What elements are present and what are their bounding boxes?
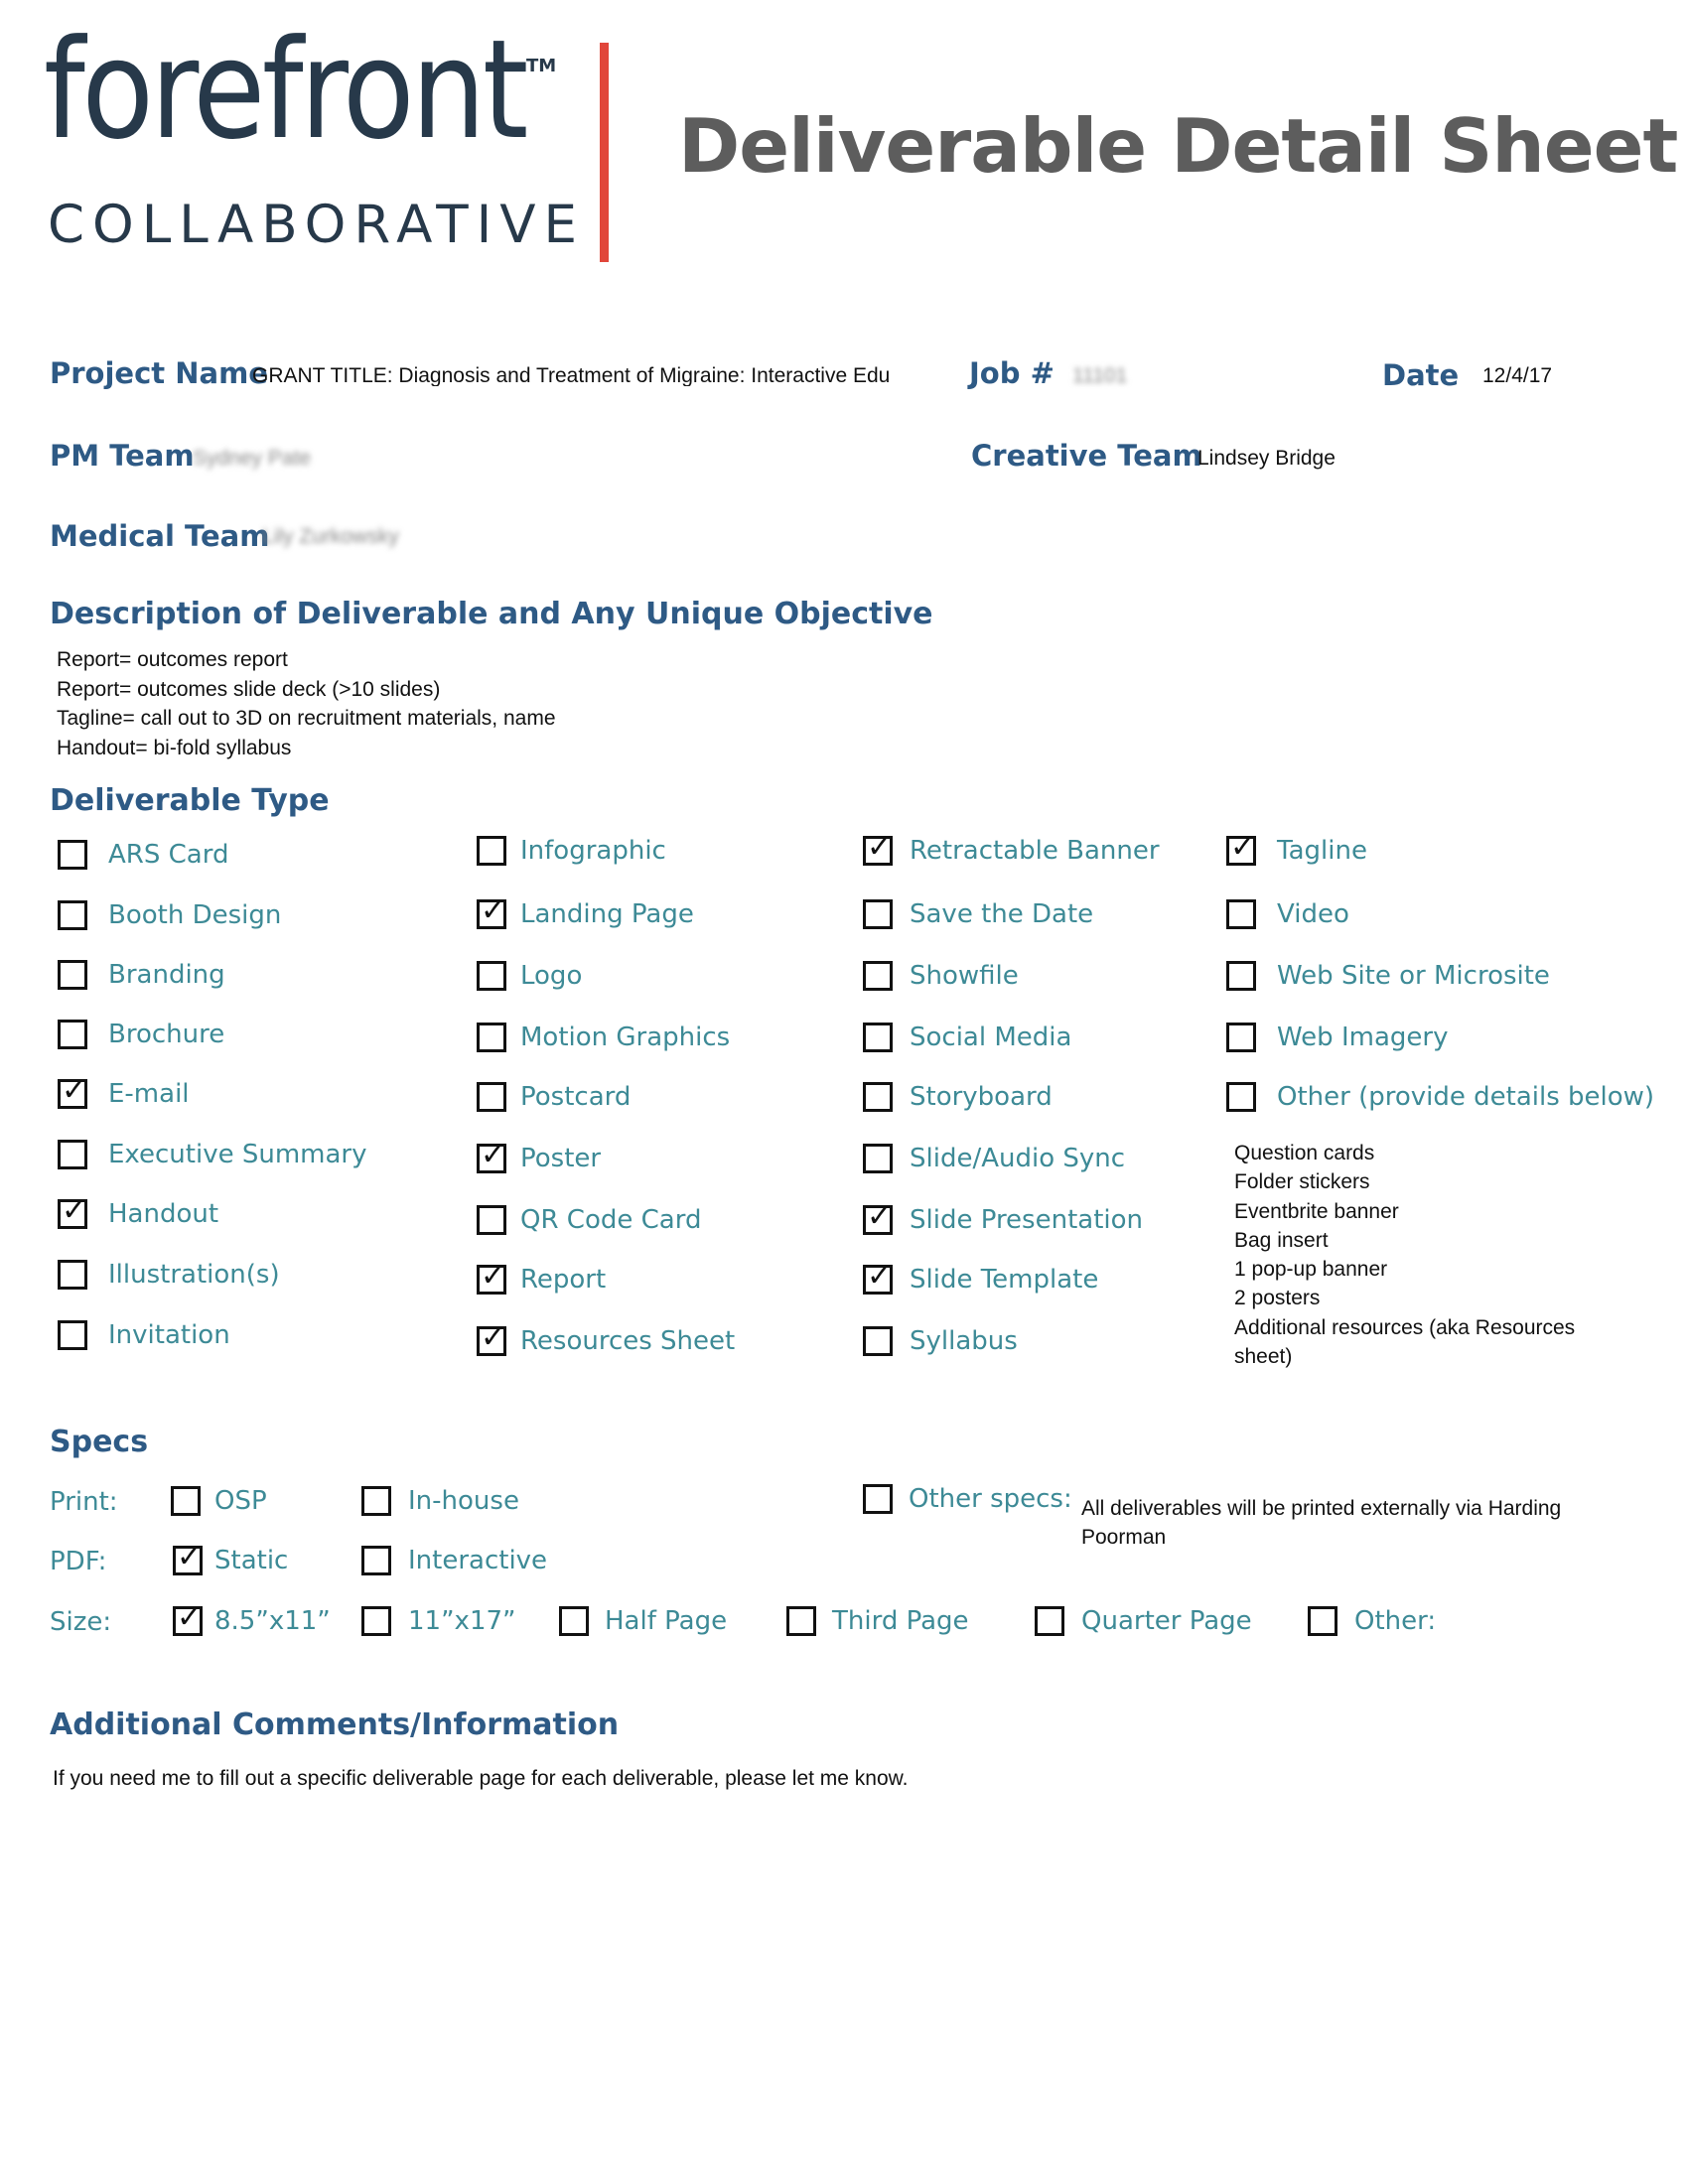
other-specs-option[interactable] bbox=[863, 1482, 1072, 1516]
collaborative-logo-subtitle: COLLABORATIVE bbox=[48, 195, 585, 255]
forefront-logo-wordmark: forefront bbox=[44, 10, 525, 170]
option-label: Interactive bbox=[408, 1546, 548, 1575]
creative-team-label: Creative Team bbox=[971, 439, 1202, 473]
option-label: Poster bbox=[520, 1144, 602, 1173]
checkbox[interactable] bbox=[477, 836, 506, 866]
checkbox[interactable] bbox=[58, 1199, 87, 1229]
deliverable-option-web-imagery[interactable] bbox=[1226, 1021, 1448, 1054]
option-label: Showfile bbox=[910, 961, 1019, 991]
checkbox[interactable] bbox=[477, 899, 506, 929]
option-label: Booth Design bbox=[108, 900, 282, 930]
checkbox[interactable] bbox=[863, 1023, 893, 1052]
deliverable-option-storyboard[interactable] bbox=[863, 1080, 1053, 1114]
checkbox[interactable] bbox=[58, 1079, 87, 1109]
deliverable-option-landing-page[interactable] bbox=[477, 897, 694, 931]
option-label: Save the Date bbox=[910, 899, 1094, 929]
checkbox[interactable] bbox=[361, 1606, 391, 1636]
option-label: Handout bbox=[108, 1199, 219, 1229]
deliverable-option-social-media[interactable] bbox=[863, 1021, 1071, 1054]
size-half-page-option[interactable] bbox=[559, 1604, 727, 1638]
option-label: Landing Page bbox=[520, 899, 694, 929]
deliverable-option-slide-presentation[interactable] bbox=[863, 1203, 1143, 1237]
option-label: Tagline bbox=[1277, 836, 1367, 866]
checkbox[interactable] bbox=[58, 1260, 87, 1290]
description-line: Report= outcomes report bbox=[57, 648, 288, 671]
checkbox[interactable] bbox=[477, 1144, 506, 1173]
checkbox[interactable] bbox=[58, 900, 87, 930]
deliverable-option-poster[interactable] bbox=[477, 1142, 601, 1175]
checkbox[interactable] bbox=[1308, 1606, 1337, 1636]
checkbox[interactable] bbox=[477, 1023, 506, 1052]
option-label: Brochure bbox=[108, 1020, 225, 1049]
additional-comments-heading: Additional Comments/Information bbox=[50, 1707, 620, 1742]
checkbox[interactable] bbox=[559, 1606, 589, 1636]
deliverable-option-resources-sheet[interactable] bbox=[477, 1324, 735, 1358]
option-label: Slide Template bbox=[910, 1265, 1099, 1295]
job-number-value[interactable]: 11101 bbox=[1072, 364, 1128, 387]
option-label: Half Page bbox=[605, 1606, 728, 1636]
project-name-value[interactable]: GRANT TITLE: Diagnosis and Treatment of Migraine: Interactive Edu bbox=[252, 365, 891, 386]
checkbox[interactable] bbox=[173, 1546, 203, 1575]
checkbox[interactable] bbox=[477, 1326, 506, 1356]
checkbox[interactable] bbox=[58, 960, 87, 990]
option-label: Postcard bbox=[520, 1082, 632, 1112]
option-label: Resources Sheet bbox=[520, 1326, 736, 1356]
checkbox[interactable] bbox=[477, 961, 506, 991]
deliverable-option-infographic[interactable] bbox=[477, 834, 666, 868]
description-heading: Description of Deliverable and Any Unique Objective bbox=[50, 597, 933, 631]
checkbox[interactable] bbox=[1226, 961, 1256, 991]
option-label: 11”x17” bbox=[408, 1606, 516, 1636]
option-label: QR Code Card bbox=[520, 1205, 702, 1235]
option-label: 8.5”x11” bbox=[214, 1606, 331, 1636]
checkbox[interactable] bbox=[1226, 1023, 1256, 1052]
deliverable-option-executive-summary[interactable] bbox=[58, 1138, 367, 1171]
deliverable-option-qr-code-card[interactable] bbox=[477, 1203, 701, 1237]
checkbox[interactable] bbox=[1226, 836, 1256, 866]
description-line: Tagline= call out to 3D on recruitment materials, name bbox=[57, 707, 556, 730]
option-label: Report bbox=[520, 1265, 607, 1295]
deliverable-option-illustration-s[interactable] bbox=[58, 1258, 280, 1292]
checkbox[interactable] bbox=[58, 1320, 87, 1350]
option-label: Slide/Audio Sync bbox=[910, 1144, 1126, 1173]
option-label: Invitation bbox=[108, 1320, 230, 1350]
deliverable-option-web-site-or-microsite[interactable] bbox=[1226, 959, 1550, 993]
job-number-label: Job # bbox=[969, 356, 1055, 390]
option-label: Static bbox=[214, 1546, 289, 1575]
size-label: Size: bbox=[50, 1607, 112, 1637]
option-label: Infographic bbox=[520, 836, 666, 866]
checkbox[interactable] bbox=[477, 1205, 506, 1235]
pdf-label: PDF: bbox=[50, 1547, 107, 1576]
deliverable-option-slide-template[interactable] bbox=[863, 1263, 1098, 1297]
deliverable-option-save-the-date[interactable] bbox=[863, 897, 1093, 931]
option-label: ARS Card bbox=[108, 840, 229, 870]
deliverable-option-handout[interactable] bbox=[58, 1197, 218, 1231]
checkbox[interactable] bbox=[173, 1606, 203, 1636]
checkbox[interactable] bbox=[863, 836, 893, 866]
other-specs-line: All deliverables will be printed externally via Harding bbox=[1081, 1497, 1562, 1520]
medical-team-value[interactable]: Lily Zurkowsky bbox=[262, 525, 399, 548]
checkbox[interactable] bbox=[863, 1326, 893, 1356]
size-third-page-option[interactable] bbox=[786, 1604, 969, 1638]
other-note-line: Folder stickers bbox=[1234, 1170, 1370, 1194]
other-note-line: Additional resources (aka Resources bbox=[1234, 1315, 1576, 1339]
date-label: Date bbox=[1382, 358, 1460, 392]
checkbox[interactable] bbox=[361, 1546, 391, 1575]
checkbox[interactable] bbox=[477, 1265, 506, 1295]
option-label: Other (provide details below) bbox=[1277, 1082, 1655, 1112]
option-label: Motion Graphics bbox=[520, 1023, 731, 1052]
header-divider-bar bbox=[600, 43, 609, 262]
print-osp-option[interactable] bbox=[171, 1484, 267, 1518]
option-label: Syllabus bbox=[910, 1326, 1018, 1356]
pm-team-value[interactable]: Sydney Pate bbox=[193, 447, 312, 470]
size-quarter-page-option[interactable] bbox=[1035, 1604, 1252, 1638]
option-label: Retractable Banner bbox=[910, 836, 1160, 866]
checkbox[interactable] bbox=[863, 1144, 893, 1173]
other-specs-line: Poorman bbox=[1081, 1526, 1167, 1550]
option-label: Social Media bbox=[910, 1023, 1072, 1052]
pdf-static-option[interactable] bbox=[173, 1544, 288, 1577]
deliverable-option-motion-graphics[interactable] bbox=[477, 1021, 730, 1054]
medical-team-label: Medical Team bbox=[50, 519, 270, 553]
option-label: Logo bbox=[520, 961, 583, 991]
option-label: Slide Presentation bbox=[910, 1205, 1144, 1235]
option-label: Web Imagery bbox=[1277, 1023, 1449, 1052]
creative-team-value[interactable]: Lindsey Bridge bbox=[1197, 447, 1336, 470]
option-label: Third Page bbox=[832, 1606, 969, 1636]
other-note-line: 1 pop-up banner bbox=[1234, 1258, 1388, 1282]
deliverable-option-booth-design[interactable] bbox=[58, 898, 281, 932]
deliverable-option-other-provide-details-below[interactable] bbox=[1226, 1080, 1654, 1114]
additional-comments-text[interactable]: If you need me to fill out a specific deliverable page for each deliverable, please let me know. bbox=[53, 1767, 909, 1790]
option-label: In-house bbox=[408, 1486, 519, 1516]
checkbox[interactable] bbox=[477, 1082, 506, 1112]
print-label: Print: bbox=[50, 1487, 118, 1517]
other-note-line: sheet) bbox=[1234, 1345, 1293, 1369]
checkbox[interactable] bbox=[361, 1486, 391, 1516]
checkbox[interactable] bbox=[863, 1484, 893, 1514]
description-line: Report= outcomes slide deck (>10 slides) bbox=[57, 677, 441, 701]
option-label: OSP bbox=[214, 1486, 267, 1516]
deliverable-option-showfile[interactable] bbox=[863, 959, 1019, 993]
option-label: Executive Summary bbox=[108, 1140, 367, 1169]
pdf-interactive-option[interactable] bbox=[361, 1544, 547, 1577]
deliverable-option-branding[interactable] bbox=[58, 958, 225, 992]
deliverable-option-e-mail[interactable] bbox=[58, 1077, 190, 1111]
other-note-line: Bag insert bbox=[1234, 1228, 1329, 1252]
deliverable-option-invitation[interactable] bbox=[58, 1318, 230, 1352]
option-label: Quarter Page bbox=[1081, 1606, 1252, 1636]
option-label: Other: bbox=[1354, 1606, 1437, 1636]
document-title: Deliverable Detail Sheet bbox=[678, 102, 1678, 190]
description-text[interactable] bbox=[57, 645, 556, 762]
deliverable-option-syllabus[interactable] bbox=[863, 1324, 1018, 1358]
checkbox[interactable] bbox=[58, 1020, 87, 1049]
option-label: Web Site or Microsite bbox=[1277, 961, 1550, 991]
pm-team-label: PM Team bbox=[50, 439, 195, 473]
deliverable-option-brochure[interactable] bbox=[58, 1018, 224, 1051]
checkbox[interactable] bbox=[863, 899, 893, 929]
option-label: Branding bbox=[108, 960, 225, 990]
deliverable-option-retractable-banner[interactable] bbox=[863, 834, 1160, 868]
option-label: Illustration(s) bbox=[108, 1260, 280, 1290]
option-label: E-mail bbox=[108, 1079, 190, 1109]
checkbox[interactable] bbox=[1226, 899, 1256, 929]
checkbox[interactable] bbox=[863, 1082, 893, 1112]
deliverable-option-report[interactable] bbox=[477, 1263, 606, 1297]
checkbox[interactable] bbox=[58, 840, 87, 870]
checkbox[interactable] bbox=[171, 1486, 201, 1516]
checkbox[interactable] bbox=[863, 1265, 893, 1295]
checkbox[interactable] bbox=[863, 1205, 893, 1235]
size-tabloid-option[interactable] bbox=[361, 1604, 516, 1638]
checkbox[interactable] bbox=[1035, 1606, 1064, 1636]
checkbox[interactable] bbox=[58, 1140, 87, 1169]
project-name-label: Project Name bbox=[50, 356, 268, 390]
size-letter-option[interactable] bbox=[173, 1604, 331, 1638]
other-specs-text[interactable] bbox=[1081, 1494, 1561, 1553]
description-line: Handout= bi-fold syllabus bbox=[57, 736, 292, 759]
other-note-line: 2 posters bbox=[1234, 1287, 1321, 1310]
size-other-option[interactable] bbox=[1308, 1604, 1436, 1638]
deliverable-type-heading: Deliverable Type bbox=[50, 783, 330, 818]
checkbox[interactable] bbox=[863, 961, 893, 991]
trademark-symbol: TM bbox=[526, 56, 557, 76]
checkbox[interactable] bbox=[1226, 1082, 1256, 1112]
deliverable-option-tagline[interactable] bbox=[1226, 834, 1367, 868]
print-inhouse-option[interactable] bbox=[361, 1484, 519, 1518]
deliverable-option-slide-audio-sync[interactable] bbox=[863, 1142, 1125, 1175]
date-value[interactable]: 12/4/17 bbox=[1482, 364, 1553, 387]
other-details-notes[interactable] bbox=[1234, 1139, 1575, 1371]
specs-heading: Specs bbox=[50, 1425, 149, 1459]
checkbox[interactable] bbox=[786, 1606, 816, 1636]
deliverable-option-video[interactable] bbox=[1226, 897, 1349, 931]
option-label: Storyboard bbox=[910, 1082, 1053, 1112]
option-label: Video bbox=[1277, 899, 1349, 929]
deliverable-option-ars-card[interactable] bbox=[58, 838, 228, 872]
other-note-line: Eventbrite banner bbox=[1234, 1199, 1399, 1223]
deliverable-option-logo[interactable] bbox=[477, 959, 582, 993]
other-note-line: Question cards bbox=[1234, 1142, 1375, 1164]
deliverable-option-postcard[interactable] bbox=[477, 1080, 631, 1114]
option-label: Other specs: bbox=[909, 1484, 1072, 1514]
